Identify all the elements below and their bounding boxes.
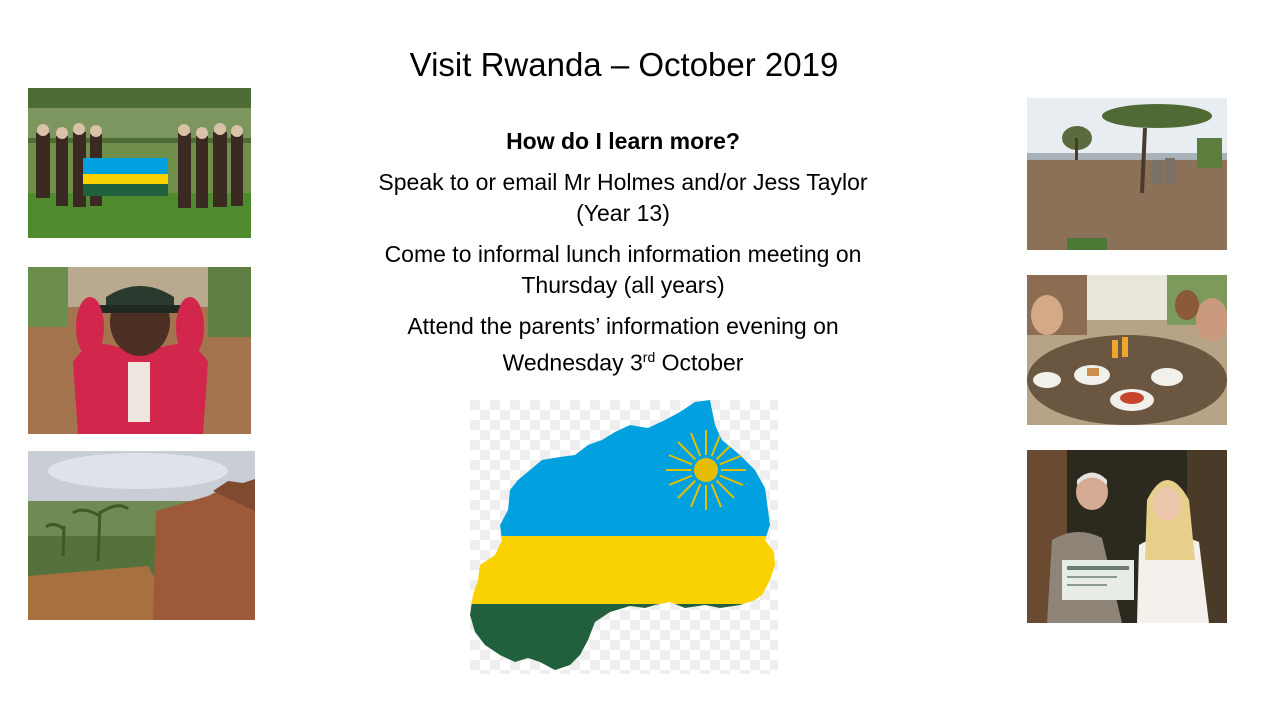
rwanda-flag-map bbox=[470, 400, 778, 674]
month-text: October bbox=[655, 349, 744, 376]
ordinal-suffix: rd bbox=[642, 349, 656, 365]
date-text: Wednesday 3 bbox=[502, 349, 643, 376]
slide-title: Visit Rwanda – October 2019 bbox=[409, 46, 839, 83]
acacia-tree-zebras-photo bbox=[1027, 98, 1227, 250]
paragraph-line: Come to informal lunch information meeting on bbox=[384, 241, 862, 267]
banana-trees-mud-wall-photo bbox=[28, 451, 255, 620]
paragraph-line: Thursday (all years) bbox=[521, 272, 725, 298]
paragraph-line: (Year 13) bbox=[576, 200, 670, 226]
section-heading: How do I learn more? bbox=[506, 128, 740, 154]
breakfast-table-photo bbox=[1027, 275, 1227, 425]
paragraph-line bbox=[320, 342, 926, 379]
group-with-flag-photo bbox=[28, 88, 251, 238]
paragraph-line: Speak to or email Mr Holmes and/or Jess Taylor bbox=[378, 169, 868, 195]
paragraph-parents-evening bbox=[320, 311, 926, 379]
paragraph-line: Attend the parents’ information evening on bbox=[407, 313, 839, 339]
child-in-red-sweater-photo bbox=[28, 267, 251, 434]
paragraph-lunch-meeting bbox=[320, 239, 926, 301]
cheque-presentation-photo bbox=[1027, 450, 1227, 623]
paragraph-contact bbox=[320, 167, 926, 229]
body-text bbox=[320, 126, 926, 389]
